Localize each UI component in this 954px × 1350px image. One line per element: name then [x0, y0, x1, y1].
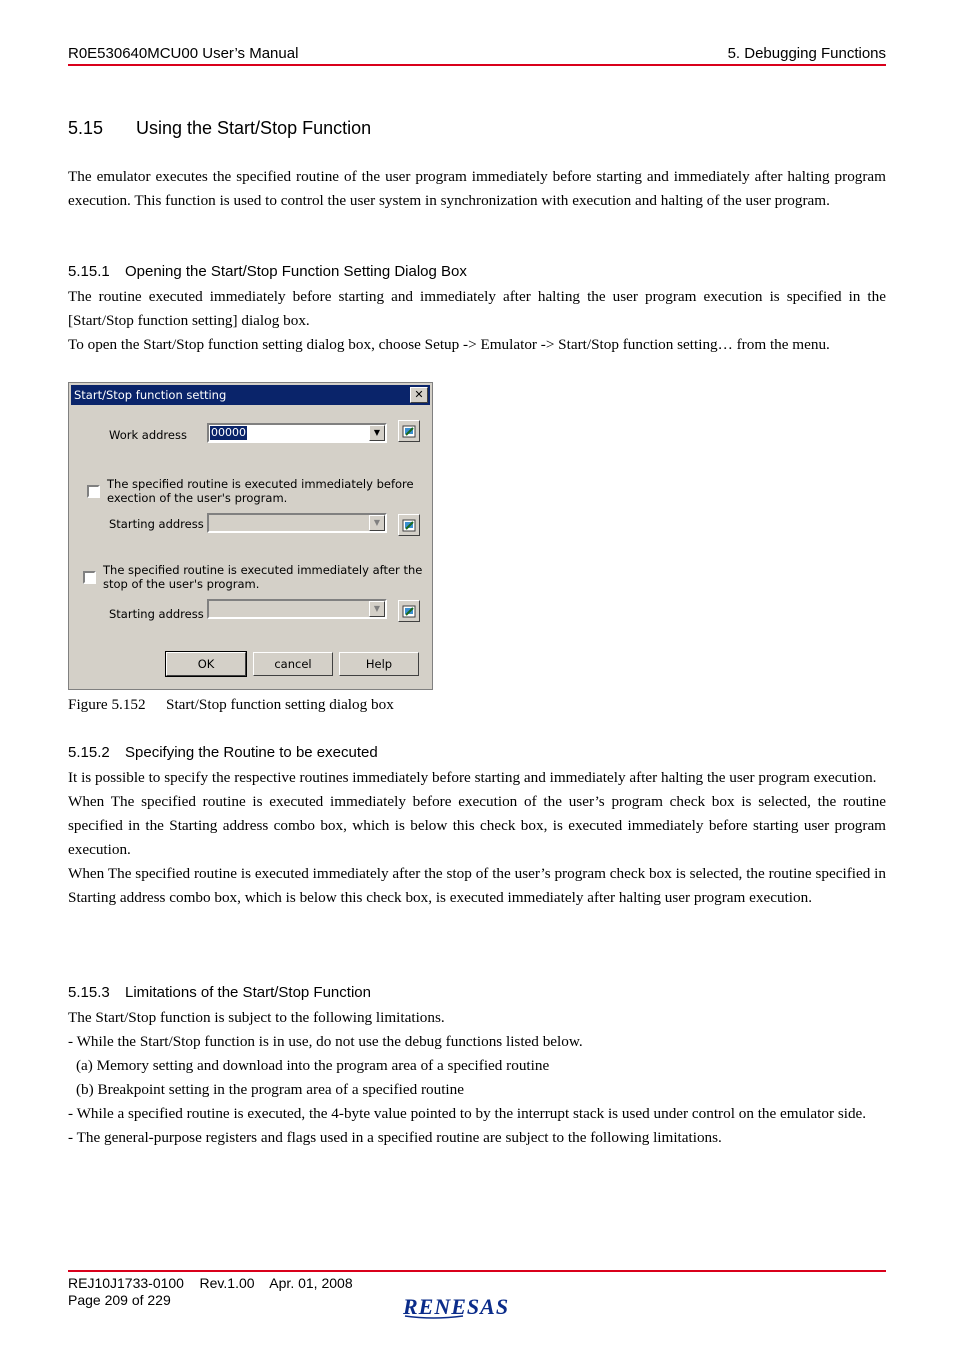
paragraph: The Start/Stop function is subject to the following limitations. — [68, 1009, 445, 1026]
ok-button[interactable]: OK — [166, 652, 246, 676]
subsection-heading-2 — [68, 744, 378, 761]
subsection-3-body — [68, 1006, 886, 1150]
page-header — [68, 45, 886, 65]
browse-icon — [402, 518, 417, 533]
before-execution-checkbox[interactable] — [87, 485, 100, 498]
before-execution-label-1: The specified routine is executed immediately before — [107, 477, 414, 491]
manual-title: R0E530640MCU00 User’s Manual — [68, 45, 299, 62]
dialog-titlebar — [71, 385, 430, 405]
figure-number: Figure 5.152 — [68, 696, 146, 713]
after-stop-label-2: stop of the user's program. — [103, 577, 260, 591]
after-stop-checkbox[interactable] — [83, 571, 96, 584]
help-button[interactable]: Help — [339, 652, 419, 676]
section-intro — [68, 165, 886, 213]
chapter-title: 5. Debugging Functions — [727, 45, 886, 62]
paragraph: It is possible to specify the respective routines immediately before starting and immediately after halting the user program execution. — [68, 769, 877, 786]
list-item: (a) Memory setting and download into the program area of a specified routine — [76, 1057, 550, 1074]
svg-text:RENESAS: RENESAS — [403, 1294, 510, 1319]
section-number: 5.15 — [68, 118, 104, 138]
paragraph: The routine executed immediately before starting and immediately after halting the user program execution is specified in the [Start/Stop function setting] dialog box. — [68, 288, 886, 329]
work-address-browse-button[interactable] — [398, 420, 420, 442]
page-footer — [68, 1275, 353, 1309]
start-stop-dialog — [68, 382, 433, 690]
intro-paragraph: The emulator executes the specified routine of the user program immediately before starting and immediately after halting program execution. This function is used to control the user system in synchronization with execution and halting of the user program. — [68, 168, 886, 209]
subsection-2-body — [68, 766, 886, 910]
section-heading — [68, 118, 371, 139]
work-address-combo[interactable] — [207, 423, 387, 443]
dialog-title: Start/Stop function setting — [74, 388, 227, 402]
paragraph: When The specified routine is executed immediately before execution of the user’s program check box is selected, the routine specified in the Starting address combo box, which is below this check box, is executed immediately before starting user program execution. — [68, 793, 886, 858]
subsection-number: 5.15.1 — [68, 263, 110, 280]
list-item: - While the Start/Stop function is in use, do not use the debug functions listed below. — [68, 1033, 583, 1050]
paragraph: To open the Start/Stop function setting dialog box, choose Setup -> Emulator -> Start/Stop function setting… from the menu. — [68, 336, 830, 353]
close-button[interactable]: ✕ — [410, 387, 428, 403]
cancel-button[interactable]: cancel — [253, 652, 333, 676]
browse-icon — [402, 424, 417, 439]
document-id: REJ10J1733-0100 Rev.1.00 Apr. 01, 2008 — [68, 1275, 353, 1291]
chevron-down-icon[interactable]: ▼ — [369, 515, 385, 531]
work-address-label: Work address — [109, 428, 187, 442]
starting-address-label-1: Starting address — [109, 517, 204, 531]
subsection-title: Specifying the Routine to be executed — [125, 744, 378, 761]
renesas-logo-icon — [403, 1292, 553, 1320]
footer-rule — [68, 1270, 886, 1272]
starting-address-browse-button-2[interactable] — [398, 600, 420, 622]
figure-caption — [68, 696, 394, 714]
renesas-logo — [403, 1292, 553, 1325]
work-address-value: 00000 — [211, 426, 246, 439]
list-item: - The general-purpose registers and flags used in a specified routine are subject to the following limitations. — [68, 1129, 722, 1146]
browse-icon — [402, 604, 417, 619]
before-execution-label-2: exection of the user's program. — [107, 491, 288, 505]
starting-address-combo-1[interactable] — [207, 513, 387, 533]
chevron-down-icon[interactable]: ▼ — [369, 425, 385, 441]
subsection-1-body — [68, 285, 886, 357]
paragraph: When The specified routine is executed immediately after the stop of the user’s program check box is selected, the routine specified in Starting address combo box, which is below this check box, is executed immediately after halting user program execution. — [68, 865, 886, 906]
starting-address-combo-2[interactable] — [207, 599, 387, 619]
list-item: (b) Breakpoint setting in the program area of a specified routine — [76, 1081, 464, 1098]
section-title: Using the Start/Stop Function — [136, 118, 372, 138]
figure-caption-text: Start/Stop function setting dialog box — [166, 696, 394, 713]
subsection-title: Limitations of the Start/Stop Function — [125, 984, 371, 1001]
page-number: Page 209 of 229 — [68, 1292, 171, 1308]
chevron-down-icon[interactable]: ▼ — [369, 601, 385, 617]
starting-address-label-2: Starting address — [109, 607, 204, 621]
subsection-number: 5.15.2 — [68, 744, 110, 761]
subsection-title: Opening the Start/Stop Function Setting Dialog Box — [125, 263, 467, 280]
subsection-heading-3 — [68, 984, 371, 1001]
starting-address-browse-button-1[interactable] — [398, 514, 420, 536]
after-stop-label-1: The specified routine is executed immediately after the — [103, 563, 423, 577]
subsection-number: 5.15.3 — [68, 984, 110, 1001]
header-rule — [68, 64, 886, 66]
subsection-heading-1 — [68, 263, 467, 280]
list-item: - While a specified routine is executed, the 4-byte value pointed to by the interrupt stack is used under control on the emulator side. — [68, 1105, 867, 1122]
